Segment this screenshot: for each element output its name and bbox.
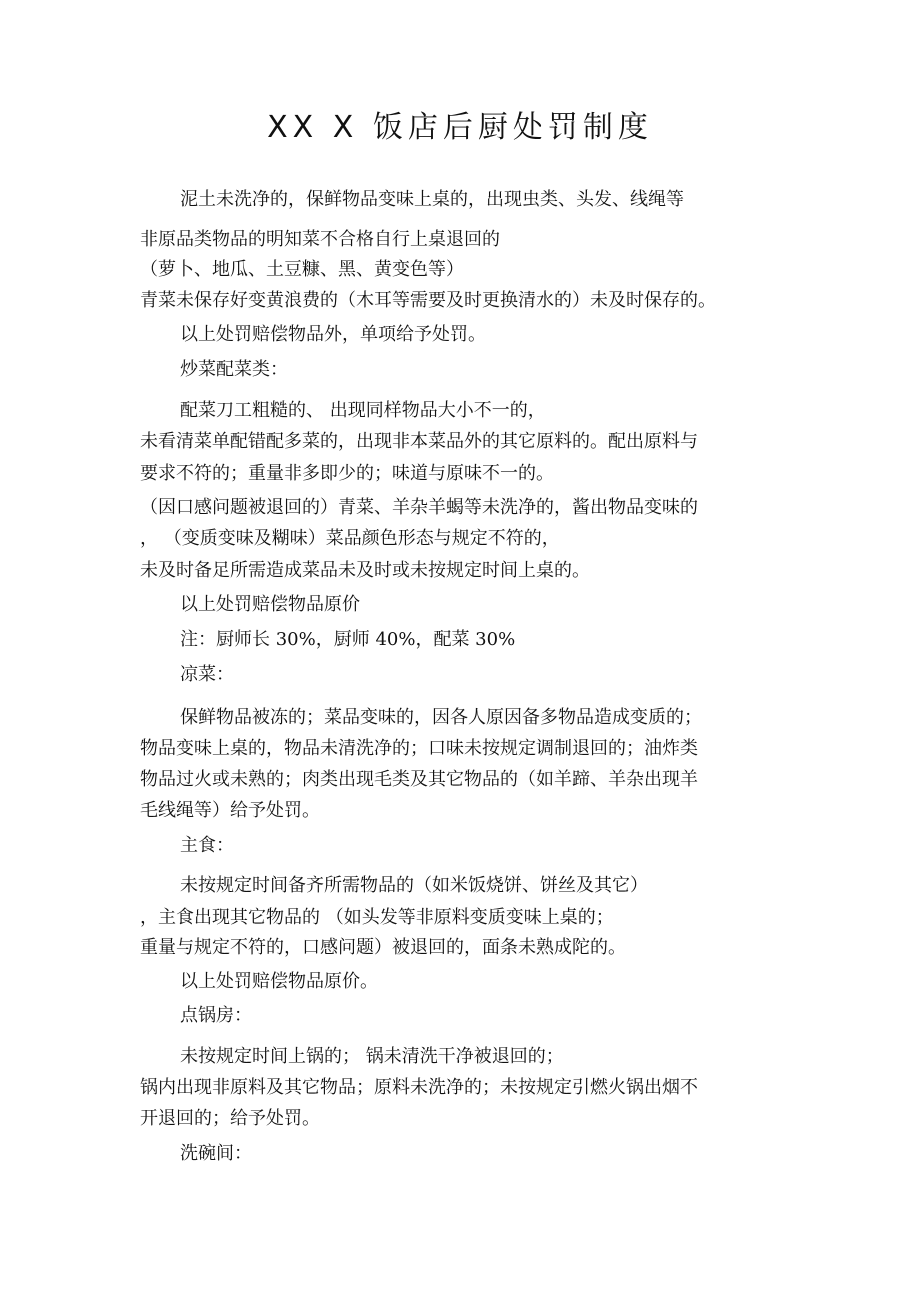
paragraph-line: 未看清菜单配错配多菜的，出现非本菜品外的其它原料的。配出原料与 [140,431,698,452]
paragraph-line: 青菜未保存好变黄浪费的（木耳等需要及时更换清水的）未及时保存的。 [140,290,716,311]
section-heading: 主食： [180,835,234,856]
paragraph-line: 未及时备足所需造成菜品未及时或未按规定时间上桌的。 [140,560,590,581]
document-title: XX X 饭店后厨处罚制度 [267,110,653,145]
paragraph-line: 重量与规定不符的，口感问题）被退回的，面条未熟成陀的。 [140,937,626,958]
paragraph-line: （因口感问题被退回的）青菜、羊杂羊蝎等未洗净的，酱出物品变味的 [140,497,698,518]
paragraph-line: 未按规定时间上锅的； 锅未清洗干净被退回的； [180,1046,564,1067]
section-heading: 点锅房： [180,1005,252,1026]
section-heading: 洗碗间： [180,1143,252,1164]
paragraph-line: 以上处罚赔偿物品外，单项给予处罚。 [180,324,486,345]
paragraph-line: 物品过火或未熟的；肉类出现毛类及其它物品的（如羊蹄、羊杂出现羊 [140,769,698,790]
paragraph-line: 物品变味上桌的，物品未清洗净的；口味未按规定调制退回的；油炸类 [140,738,698,759]
section-heading: 凉菜： [180,664,234,685]
paragraph-line: 非原品类物品的明知菜不合格自行上桌退回的 [140,229,500,250]
paragraph-line: ，主食出现其它物品的 （如头发等非原料变质变味上桌的； [140,907,614,928]
paragraph-line: 开退回的；给予处罚。 [140,1108,320,1129]
paragraph-line: 要求不符的；重量非多即少的；味道与原味不一的。 [140,463,554,484]
paragraph-line: 以上处罚赔偿物品原价。 [180,971,378,992]
paragraph-line: （萝卜、地瓜、土豆糠、黑、黄变色等） [140,259,464,280]
paragraph-line: 保鲜物品被冻的；菜品变味的，因各人原因备多物品造成变质的； [180,707,702,728]
paragraph-line: ， （变质变味及糊味）菜品颜色形态与规定不符的， [140,528,560,549]
section-heading: 炒菜配菜类： [180,359,288,380]
paragraph-line: 毛线绳等）给予处罚。 [140,800,320,821]
paragraph-line: 泥土未洗净的，保鲜物品变味上桌的，出现虫类、头发、线绳等 [180,189,684,210]
paragraph-line: 以上处罚赔偿物品原价 [180,594,360,615]
paragraph-line: 未按规定时间备齐所需物品的（如米饭烧饼、饼丝及其它） [180,875,648,896]
ratio-note: 注：厨师长 30%，厨师 40%，配菜 30% [180,629,516,650]
paragraph-line: 配菜刀工粗糙的、 出现同样物品大小不一的， [180,400,546,421]
paragraph-line: 锅内出现非原料及其它物品；原料未洗净的；未按规定引燃火锅出烟不 [140,1077,698,1098]
